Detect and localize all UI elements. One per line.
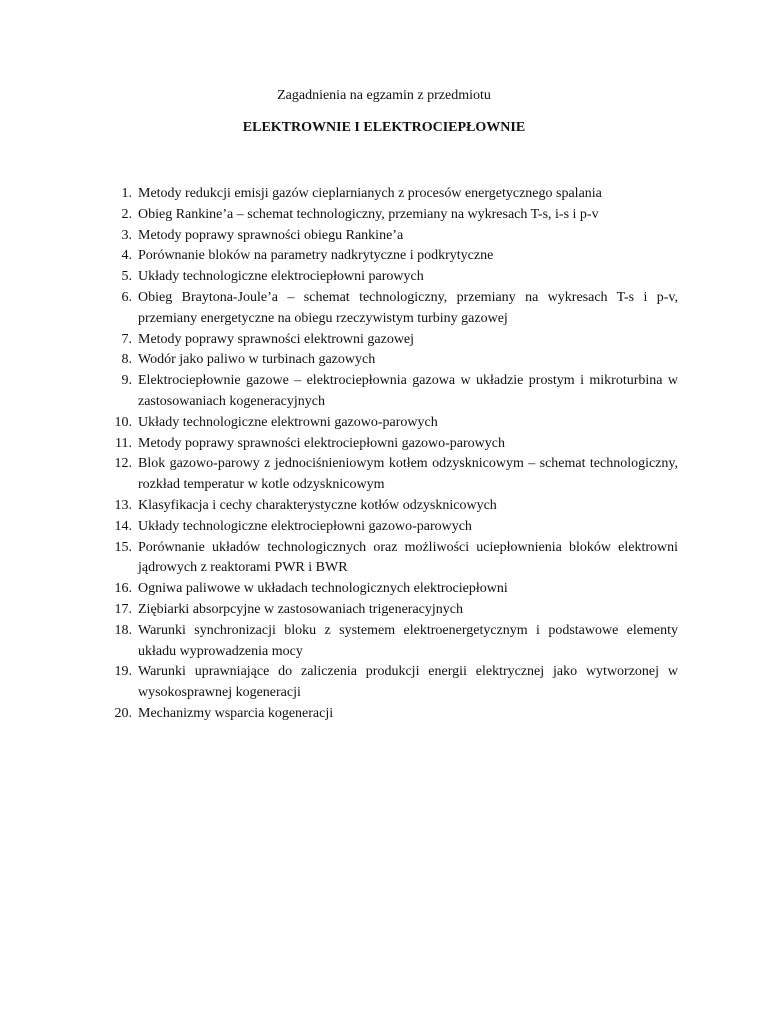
- topic-number: 17.: [114, 601, 132, 617]
- topic-number: 13.: [114, 497, 132, 513]
- topic-number: 10.: [114, 414, 132, 430]
- topic-text: Blok gazowo-parowy z jednociśnieniowym kotłem odzysknicowym – schemat technologiczny, rozkład temperatur w kotle odzysknicowym: [138, 456, 678, 493]
- topic-item-4: [108, 246, 678, 267]
- topic-text: Obieg Rankine’a – schemat technologiczny, przemiany na wykresach T-s, i-s i p-v: [138, 206, 599, 222]
- topic-text: Metody poprawy sprawności obiegu Rankine’a: [138, 227, 404, 243]
- topic-item-3: [108, 226, 678, 247]
- topic-text: Elektrociepłownie gazowe – elektrociepłownia gazowa w układzie prostym i mikroturbina w zastosowaniach kogeneracyjnych: [138, 373, 678, 409]
- document-subtitle: Zagadnienia na egzamin z przedmiotu: [277, 88, 491, 103]
- topic-item-12: [108, 454, 678, 496]
- topic-text: Układy technologiczne elektrociepłowni gazowo-parowych: [138, 518, 472, 534]
- topic-item-6: [108, 288, 678, 330]
- topic-number: 15.: [114, 539, 132, 555]
- topic-text: Warunki synchronizacji bloku z systemem elektroenergetycznym i podstawowe elementy układu wyprowadzenia mocy: [138, 622, 678, 659]
- topic-number: 12.: [114, 456, 132, 472]
- exam-topic-list: [108, 184, 678, 725]
- topic-number: 20.: [114, 705, 132, 721]
- topic-text: Klasyfikacja i cechy charakterystyczne kotłów odzysknicowych: [138, 497, 497, 513]
- topic-text: Ogniwa paliwowe w układach technologicznych elektrociepłowni: [138, 581, 508, 597]
- topic-number: 8.: [121, 352, 132, 368]
- topic-item-8: [108, 350, 678, 371]
- document-title: ELEKTROWNIE I ELEKTROCIEPŁOWNIE: [242, 120, 526, 135]
- topic-item-9: [108, 371, 678, 413]
- topic-item-7: [108, 330, 678, 351]
- topic-item-11: [108, 434, 678, 455]
- topic-text: Ziębiarki absorpcyjne w zastosowaniach trigeneracyjnych: [138, 601, 463, 617]
- topic-text: Metody poprawy sprawności elektrowni gazowej: [138, 331, 415, 347]
- topic-text: Wodór jako paliwo w turbinach gazowych: [138, 352, 376, 368]
- topic-item-1: [108, 184, 678, 205]
- topic-item-17: [108, 600, 678, 621]
- topic-item-5: [108, 267, 678, 288]
- topic-text: Mechanizmy wsparcia kogeneracji: [138, 705, 334, 721]
- topic-number: 7.: [121, 331, 132, 347]
- topic-text: Warunki uprawniające do zaliczenia produkcji energii elektrycznej jako wytworzonej w wysokosprawnej kogeneracji: [138, 664, 678, 701]
- topic-item-18: [108, 621, 678, 663]
- topic-item-10: [108, 413, 678, 434]
- topic-item-19: [108, 662, 678, 704]
- topic-text: Metody poprawy sprawności elektrociepłowni gazowo-parowych: [138, 435, 506, 451]
- topic-text: Obieg Braytona-Joule’a – schemat technologiczny, przemiany na wykresach T-s i p-v, przemiany energetyczne na obiegu rzeczywistym turbiny gazowej: [138, 289, 678, 326]
- topic-item-14: [108, 517, 678, 538]
- topic-text: Układy technologiczne elektrociepłowni parowych: [138, 269, 424, 285]
- topic-number: 1.: [121, 186, 132, 201]
- topic-number: 11.: [115, 435, 132, 451]
- topic-number: 18.: [114, 622, 132, 638]
- topic-item-20: [108, 704, 678, 725]
- topic-number: 2.: [121, 206, 132, 222]
- topic-item-16: [108, 579, 678, 600]
- topic-item-2: [108, 205, 678, 226]
- topic-text: Metody redukcji emisji gazów cieplarnianych z procesów energetycznego spalania: [138, 186, 602, 201]
- topic-number: 14.: [114, 518, 132, 534]
- topic-item-13: [108, 496, 678, 517]
- topic-item-15: [108, 538, 678, 580]
- topic-number: 4.: [121, 248, 132, 264]
- topic-text: Układy technologiczne elektrowni gazowo-parowych: [138, 414, 438, 430]
- topic-text: Porównanie bloków na parametry nadkrytyczne i podkrytyczne: [138, 248, 494, 264]
- topic-number: 6.: [121, 289, 132, 305]
- topic-text: Porównanie układów technologicznych oraz możliwości uciepłownienia bloków elektrowni jądrowych z reaktorami PWR i BWR: [138, 539, 678, 576]
- topic-number: 3.: [121, 227, 132, 243]
- topic-number: 5.: [121, 269, 132, 285]
- topic-number: 16.: [114, 581, 132, 597]
- topic-number: 19.: [114, 664, 132, 680]
- topic-number: 9.: [121, 373, 132, 389]
